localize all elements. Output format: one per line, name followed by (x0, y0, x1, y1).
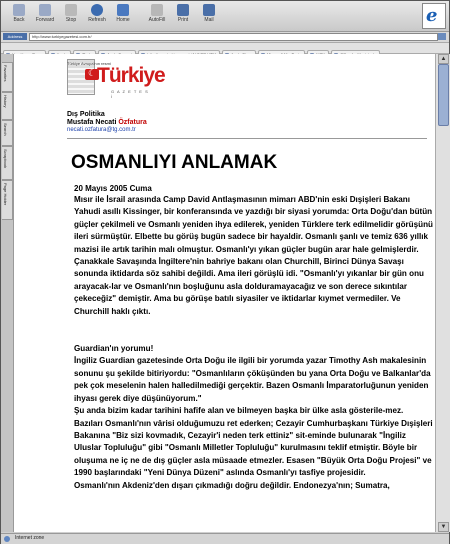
mail-icon (203, 4, 215, 16)
print-button[interactable]: Print (171, 2, 195, 30)
explorer-bar-tabs (1, 54, 14, 532)
logo-name: Türkiye (97, 64, 165, 87)
page-title: OSMANLIYI ANLAMAK (71, 152, 278, 173)
author-email-link[interactable]: necati.ozfatura@tg.com.tr (67, 127, 136, 133)
back-arrow-icon (13, 4, 25, 16)
toolbar (1, 1, 449, 32)
logo-tagline: G A Z E T E S İ (111, 89, 149, 99)
tab-history[interactable]: History (2, 92, 13, 120)
address-label: Address (3, 33, 27, 40)
article-body (74, 194, 434, 492)
scroll-down-arrow-icon[interactable]: ▼ (438, 522, 449, 532)
home-icon (117, 4, 129, 16)
paragraph: İngiliz Guardian gazetesinde Orta Doğu ile ilgili bir yorumda yazar Timothy Ash makalesinin sonunu şu şekilde bitiriyordu: "Osmanlıların çöküşünden bu yana Orta Doğu ve Balkanlar'da pek çok meselenin halen halledilmediği gerçektir. Bazen Osmanlı İmparatorluğunun yeniden ihyası gerek diye düşünüyorum." (74, 356, 431, 403)
status-bar (1, 533, 449, 544)
vertical-scrollbar[interactable] (435, 54, 450, 532)
refresh-icon (91, 4, 103, 16)
mail-button[interactable]: Mail (197, 2, 221, 30)
section-label: Dış Politika (67, 111, 105, 118)
go-button[interactable] (438, 33, 446, 40)
status-text: Internet zone (15, 535, 45, 541)
author-last: Özfatura (118, 119, 147, 126)
author-first: Mustafa Necati (67, 119, 119, 126)
scrollbar-thumb[interactable] (438, 64, 449, 126)
paragraph: Osmanlı'nın Akdeniz'den dışarı çıkmadığı doğru değildir. Endonezya'nın; Sumatra, (74, 480, 390, 490)
stop-icon (65, 4, 77, 16)
page-content (14, 54, 435, 532)
stop-button[interactable]: Stop (59, 2, 83, 30)
divider (67, 138, 427, 139)
address-bar (1, 32, 449, 43)
back-button[interactable]: Back (7, 2, 31, 30)
address-input[interactable]: http://www.turkiyegazetesi.com.tr/ (29, 33, 438, 41)
favorites-bar (1, 43, 449, 54)
paragraph: Mısır ile İsrail arasında Camp David Antlaşmasının mimarı ABD'nin eski Dışişleri Bakanı Yahudi asıllı Kissinger, bir konferansında ve yazdığı bir siyasi yorumda: Orta Doğu'dan bütün güçler çekilmeli ve Osmanlı yeniden ihya edilerek, yeniden Türklere terk edilmelidir görüşünü ileri sürmüştür. Elbette bu görüş bugün sadece bir hayaldir. Osmanlı şanlı ve temiz 636 yıllık mazisi ile artık tarihin malı olmuştur. Osmanlı'yı yıkan güçler bugün arar hale gelmişlerdir. Çanakkale Savaşında İngiltere'nin bahriye bakanı olan Churchill, Birinci Dünya Savaşı sonunda iktidarda söz sahibi değildi. Ama ileri görüşlü idi. "Osmanlı'yı yıkanlar bir gün onu arayacak-lar ve Osmanlı'nın boşluğunu asla dolduramayacağız ve son derece sıkıntılar çekeceğiz" demiştir. Ama bu görüşe batılı siyasiler ve iktidarlar kıymet vermediler. Ve Churchill haklı çıktı. (74, 195, 433, 316)
author-name (67, 119, 147, 126)
tab-search[interactable]: Search (2, 120, 13, 146)
newspaper-logo[interactable] (67, 59, 165, 99)
autofill-icon (151, 4, 163, 16)
thumbnail-text: Türkiye Avrupa'nın resmi (67, 61, 111, 66)
tab-scrapbook[interactable]: Scrapbook (2, 146, 13, 180)
article-date: 20 Mayıs 2005 Cuma (74, 184, 152, 193)
forward-button[interactable]: Forward (33, 2, 57, 30)
paragraph: Şu anda bizim kadar tarihini hafife alan ve bilmeyen başka bir ülke asla gösterile-mez. Bazıları Osmanlı'nın vârisi olduğumuzu ret ederken; Cezayir Cumhurbaşkanı Türkiye Dışişleri Bakanına "Biz sizi kovmadık, Cezayir'i neden terk ettiniz" sit-eminde bulunarak "İngiliz Uluslar Topluluğu" gibi "Osmanlı Milletler Topluluğu" kurulmasını teklif etmiştir. Böyle bir oluşuma ne iç ne de dış güçler asla müsaade etmezler. Esasen "Büyük Orta Doğu Projesi" ve 1990 başlarındaki "Yeni Dünya Düzeni" aslında Osmanlı'yı tasfiye projesidir. (74, 406, 433, 478)
forward-arrow-icon (39, 4, 51, 16)
scroll-up-arrow-icon[interactable]: ▲ (438, 54, 449, 64)
home-button[interactable]: Home (111, 2, 135, 30)
tab-page-holder[interactable]: Page Holder (2, 180, 13, 220)
refresh-button[interactable]: Refresh (85, 2, 109, 30)
subheading: Guardian'ın yorumu! (74, 344, 154, 354)
print-icon (177, 4, 189, 16)
autofill-button[interactable]: AutoFill (145, 2, 169, 30)
tab-favorites[interactable]: Favorites (2, 62, 13, 92)
ie-logo: e (422, 3, 446, 29)
globe-icon (4, 536, 10, 542)
